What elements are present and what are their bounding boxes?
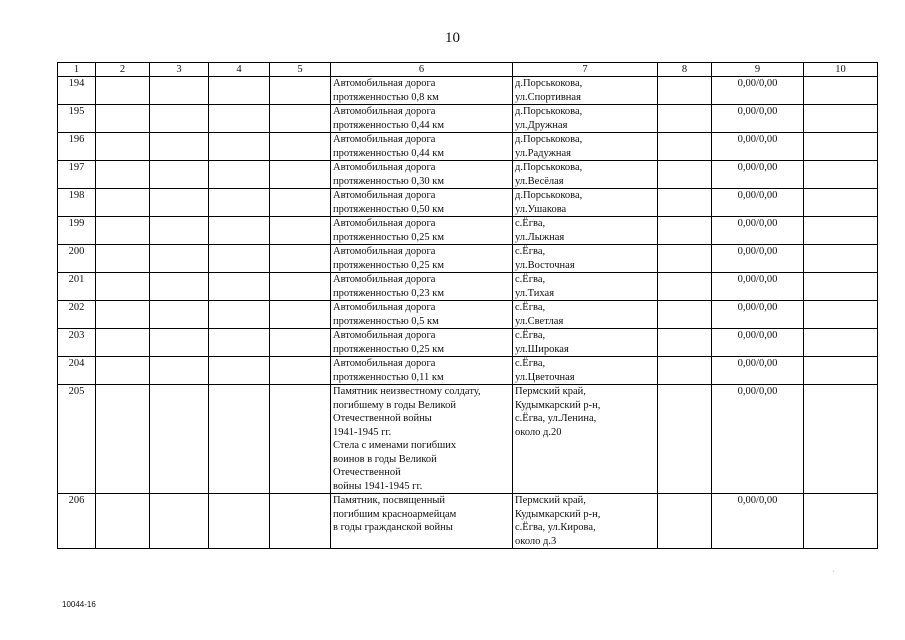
empty-cell [804,189,878,217]
address-cell [513,329,658,357]
address-line: ул.Ушакова [515,203,567,215]
column-header: 9 [712,63,804,77]
table-row [58,494,878,549]
empty-cell [804,494,878,549]
empty-cell [270,385,331,494]
book-value: 0,00/0,00 [737,330,778,341]
book-value: 0,00/0,00 [737,302,778,313]
address-cell [513,301,658,329]
address-cell [513,133,658,161]
empty-cell [209,329,270,357]
empty-cell [96,329,150,357]
empty-cell [804,217,878,245]
object-name-line: Отечественной войны [333,413,432,424]
object-name-line: протяженностью 0,5 км [333,315,439,327]
address-cell [513,357,658,385]
empty-cell [96,494,150,549]
value-cell [712,357,804,385]
column-header: 10 [804,63,878,77]
value-cell [712,301,804,329]
book-value: 0,00/0,00 [737,358,778,369]
object-name-cell [331,301,513,329]
row-number: 205 [68,386,85,397]
object-name-cell [331,245,513,273]
address-cell [513,105,658,133]
value-cell [712,494,804,549]
empty-cell [658,133,712,161]
empty-cell [658,77,712,105]
object-name-cell [331,161,513,189]
value-cell [712,105,804,133]
empty-cell [150,494,209,549]
empty-cell [658,161,712,189]
empty-cell [270,329,331,357]
address-line: с.Ёгва, ул.Кирова, [515,522,596,533]
object-name-line: Памятник неизвестному солдату, [333,386,481,397]
book-value: 0,00/0,00 [737,495,778,506]
object-name-line: Стела с именами погибших [333,440,457,451]
object-name-cell [331,77,513,105]
address-line: с.Ёгва, [515,218,546,229]
book-value: 0,00/0,00 [737,218,778,229]
book-value: 0,00/0,00 [737,190,778,201]
empty-cell [658,217,712,245]
address-line: ул.Цветочная [515,371,575,383]
object-name-line: Отечественной [333,467,401,478]
object-name-cell [331,329,513,357]
table-row [58,301,878,329]
object-name-cell [331,133,513,161]
empty-cell [804,105,878,133]
address-line: ул.Радужная [515,147,571,159]
empty-cell [658,301,712,329]
empty-cell [270,133,331,161]
address-line: Кудымкарский р-н, [515,399,601,411]
address-line: ул.Широкая [515,343,569,355]
address-cell [513,77,658,105]
column-number-row [58,63,878,77]
object-name-line: протяженностью 0,25 км [333,259,445,271]
empty-cell [270,105,331,133]
scan-dot-mark: · [832,567,835,576]
object-name-line: протяженностью 0,8 км [333,91,439,103]
book-value: 0,00/0,00 [737,134,778,145]
address-line: ул.Дружная [515,119,568,131]
column-header: 4 [209,63,270,77]
row-number: 200 [68,246,85,257]
empty-cell [270,217,331,245]
table-body [58,77,878,549]
empty-cell [270,245,331,273]
empty-cell [150,385,209,494]
column-header: 3 [150,63,209,77]
address-line: около д.3 [515,535,557,547]
row-number: 202 [68,302,85,313]
empty-cell [96,245,150,273]
address-line: д.Порськокова, [515,78,583,89]
value-cell [712,77,804,105]
empty-cell [96,273,150,301]
book-value: 0,00/0,00 [737,386,778,397]
row-number-cell [58,217,96,245]
object-name-line: Автомобильная дорога [333,330,436,341]
row-number-cell [58,357,96,385]
address-cell [513,385,658,494]
empty-cell [209,133,270,161]
property-register-table [57,62,878,549]
row-number: 194 [68,78,85,89]
object-name-line: протяженностью 0,23 км [333,287,445,299]
empty-cell [209,77,270,105]
address-line: с.Ёгва, [515,274,546,285]
empty-cell [209,189,270,217]
address-line: с.Ёгва, [515,302,546,313]
page-number: 10 [445,30,460,46]
object-name-line: Памятник, посвященный [333,495,445,506]
row-number-cell [58,385,96,494]
row-number: 196 [68,134,85,145]
row-number-cell [58,273,96,301]
footer-document-code: 10044-16 [62,600,96,609]
column-header: 5 [270,63,331,77]
address-line: с.Ёгва, ул.Ленина, [515,413,597,424]
empty-cell [804,273,878,301]
address-line: д.Порськокова, [515,106,583,117]
object-name-line: воинов в годы Великой [333,453,437,465]
empty-cell [96,217,150,245]
row-number: 201 [68,274,85,285]
address-cell [513,161,658,189]
book-value: 0,00/0,00 [737,106,778,117]
address-cell [513,245,658,273]
row-number: 198 [68,190,85,201]
row-number-cell [58,105,96,133]
object-name-line: в годы гражданской войны [333,522,453,533]
object-name-line: 1941-1945 гг. [333,426,392,438]
empty-cell [270,494,331,549]
address-line: с.Ёгва, [515,358,546,369]
row-number: 206 [68,495,85,506]
empty-cell [96,133,150,161]
empty-cell [270,357,331,385]
address-line: ул.Восточная [515,259,575,271]
object-name-line: Автомобильная дорога [333,78,436,89]
empty-cell [96,105,150,133]
column-header: 8 [658,63,712,77]
book-value: 0,00/0,00 [737,246,778,257]
empty-cell [804,77,878,105]
address-line: ул.Весёлая [515,175,564,187]
value-cell [712,161,804,189]
book-value: 0,00/0,00 [737,162,778,173]
empty-cell [96,77,150,105]
book-value: 0,00/0,00 [737,78,778,89]
address-cell [513,217,658,245]
object-name-line: Автомобильная дорога [333,134,436,145]
table-row [58,245,878,273]
object-name-line: Автомобильная дорога [333,190,436,201]
address-line: около д.20 [515,426,562,438]
column-header: 1 [58,63,96,77]
row-number: 197 [68,162,85,173]
object-name-cell [331,385,513,494]
address-line: Пермский край, [515,495,586,506]
table-row [58,385,878,494]
table-row [58,105,878,133]
empty-cell [658,329,712,357]
table-row [58,77,878,105]
empty-cell [150,77,209,105]
row-number-cell [58,494,96,549]
value-cell [712,133,804,161]
row-number-cell [58,301,96,329]
empty-cell [150,161,209,189]
object-name-line: Автомобильная дорога [333,302,436,313]
row-number-cell [58,329,96,357]
address-line: Кудымкарский р-н, [515,508,601,520]
table-row [58,357,878,385]
empty-cell [658,245,712,273]
empty-cell [209,357,270,385]
object-name-line: Автомобильная дорога [333,274,436,285]
address-cell [513,494,658,549]
table-row [58,217,878,245]
row-number: 204 [68,358,85,369]
object-name-line: Автомобильная дорога [333,162,436,173]
table-row [58,189,878,217]
empty-cell [804,357,878,385]
value-cell [712,189,804,217]
table-row [58,329,878,357]
empty-cell [270,301,331,329]
empty-cell [209,245,270,273]
column-header: 6 [331,63,513,77]
object-name-line: протяженностью 0,25 км [333,343,445,355]
object-name-line: погибшим красноармейцам [333,508,457,520]
empty-cell [150,329,209,357]
row-number-cell [58,245,96,273]
empty-cell [804,329,878,357]
empty-cell [804,301,878,329]
empty-cell [96,161,150,189]
address-cell [513,189,658,217]
value-cell [712,217,804,245]
object-name-cell [331,273,513,301]
address-line: с.Ёгва, [515,330,546,341]
object-name-line: Автомобильная дорога [333,106,436,117]
empty-cell [804,385,878,494]
empty-cell [804,133,878,161]
object-name-cell [331,105,513,133]
empty-cell [270,161,331,189]
empty-cell [209,217,270,245]
empty-cell [270,273,331,301]
empty-cell [658,357,712,385]
address-line: с.Ёгва, [515,246,546,257]
empty-cell [209,105,270,133]
empty-cell [150,357,209,385]
table-row [58,133,878,161]
value-cell [712,273,804,301]
row-number: 203 [68,330,85,341]
object-name-line: войны 1941-1945 гг. [333,480,423,492]
empty-cell [96,385,150,494]
object-name-line: протяженностью 0,44 км [333,119,445,131]
object-name-cell [331,189,513,217]
empty-cell [658,273,712,301]
object-name-line: протяженностью 0,30 км [333,175,445,187]
row-number: 199 [68,218,85,229]
object-name-line: Автомобильная дорога [333,218,436,229]
value-cell [712,329,804,357]
book-value: 0,00/0,00 [737,274,778,285]
object-name-line: погибшему в годы Великой [333,399,456,411]
empty-cell [804,161,878,189]
address-line: д.Порськокова, [515,134,583,145]
value-cell [712,385,804,494]
address-line: ул.Тихая [515,287,555,299]
value-cell [712,245,804,273]
empty-cell [150,245,209,273]
empty-cell [658,189,712,217]
row-number-cell [58,189,96,217]
empty-cell [209,273,270,301]
row-number-cell [58,133,96,161]
empty-cell [150,273,209,301]
object-name-cell [331,494,513,549]
row-number-cell [58,77,96,105]
address-line: ул.Светлая [515,315,564,327]
table-row [58,161,878,189]
empty-cell [270,189,331,217]
column-header: 7 [513,63,658,77]
empty-cell [209,301,270,329]
address-line: д.Порськокова, [515,190,583,201]
row-number: 195 [68,106,85,117]
empty-cell [150,189,209,217]
empty-cell [150,301,209,329]
address-line: Пермский край, [515,386,586,397]
address-line: ул.Лыжная [515,231,565,243]
row-number-cell [58,161,96,189]
object-name-line: протяженностью 0,11 км [333,371,444,383]
empty-cell [96,357,150,385]
object-name-line: Автомобильная дорога [333,358,436,369]
address-line: д.Порськокова, [515,162,583,173]
empty-cell [209,161,270,189]
empty-cell [209,385,270,494]
empty-cell [658,385,712,494]
object-name-line: Автомобильная дорога [333,246,436,257]
address-cell [513,273,658,301]
object-name-line: протяженностью 0,50 км [333,203,445,215]
object-name-cell [331,357,513,385]
address-line: ул.Спортивная [515,91,581,103]
empty-cell [150,217,209,245]
empty-cell [96,189,150,217]
empty-cell [658,105,712,133]
table-row [58,273,878,301]
empty-cell [209,494,270,549]
column-header: 2 [96,63,150,77]
empty-cell [270,77,331,105]
empty-cell [804,245,878,273]
empty-cell [658,494,712,549]
empty-cell [96,301,150,329]
object-name-cell [331,217,513,245]
empty-cell [150,105,209,133]
object-name-line: протяженностью 0,25 км [333,231,445,243]
empty-cell [150,133,209,161]
object-name-line: протяженностью 0,44 км [333,147,445,159]
